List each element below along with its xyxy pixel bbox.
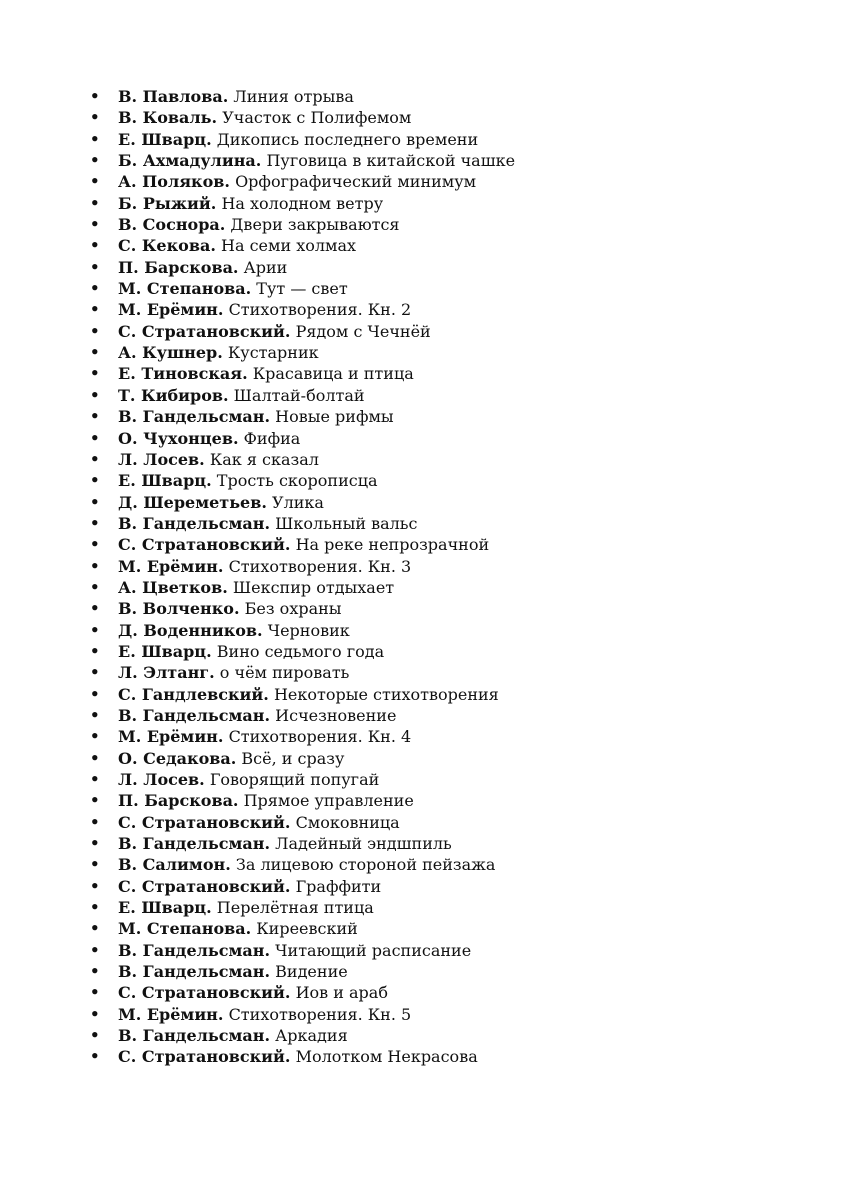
item-author: В. Волченко. — [118, 599, 240, 619]
item-title: Двери закрываются — [230, 215, 400, 235]
list-item — [88, 1046, 515, 1067]
bullet-icon: • — [90, 321, 100, 340]
list-item — [88, 214, 515, 235]
list-item — [88, 86, 515, 107]
list-item — [88, 790, 515, 811]
item-author: В. Гандельсман. — [118, 513, 271, 533]
item-title: Видение — [275, 962, 348, 982]
bullet-icon: • — [90, 919, 100, 938]
item-author: М. Ерёмин. — [118, 1004, 224, 1024]
item-title: Стихотворения. Кн. 4 — [228, 727, 412, 747]
item-title: Иов и араб — [295, 983, 388, 1003]
list-item — [88, 107, 515, 128]
item-title: Читающий расписание — [275, 940, 472, 960]
list-item — [88, 299, 515, 320]
list-item — [88, 769, 515, 790]
item-author: Е. Тиновская. — [118, 364, 248, 384]
bullet-icon: • — [90, 257, 100, 276]
item-title: Школьный вальс — [275, 513, 418, 533]
item-author: С. Стратановский. — [118, 1047, 291, 1067]
bullet-icon: • — [90, 705, 100, 724]
bullet-icon: • — [90, 898, 100, 917]
list-item — [88, 833, 515, 854]
item-title: Кустарник — [227, 343, 319, 363]
item-title: Говорящий попугай — [209, 770, 380, 789]
list-item — [88, 278, 515, 299]
bullet-icon: • — [90, 748, 100, 767]
list-item — [88, 918, 515, 939]
item-author: В. Гандельсман. — [118, 962, 271, 982]
item-title: Всё, и сразу — [241, 748, 345, 768]
item-author: А. Цветков. — [118, 577, 228, 597]
item-author: В. Гандельсман. — [118, 407, 271, 427]
item-author: М. Степанова. — [118, 919, 252, 939]
list-item — [88, 129, 515, 150]
item-title: Пуговица в китайской чашке — [266, 151, 516, 171]
item-title: Улика — [272, 492, 324, 512]
list-item — [88, 662, 515, 683]
list-item — [88, 598, 515, 619]
item-author: С. Стратановский. — [118, 535, 291, 555]
item-title: Участок с Полифемом — [222, 108, 412, 128]
item-author: С. Стратановский. — [118, 983, 291, 1003]
bullet-icon: • — [90, 770, 100, 788]
item-title: Без охраны — [244, 599, 342, 619]
item-title: Орфографический минимум — [235, 172, 477, 192]
item-title: На холодном ветру — [221, 193, 384, 213]
list-item — [88, 684, 515, 705]
bullet-icon: • — [90, 87, 100, 105]
list-item — [88, 876, 515, 897]
item-title: Вино седьмого года — [216, 641, 385, 661]
bullet-icon: • — [90, 172, 100, 191]
bullet-icon: • — [90, 1047, 100, 1066]
bullet-icon: • — [90, 449, 100, 468]
list-item — [88, 1025, 515, 1046]
item-author: В. Коваль. — [118, 108, 218, 128]
bullet-icon: • — [90, 129, 100, 148]
bullet-icon: • — [90, 940, 100, 959]
bullet-icon: • — [90, 812, 100, 831]
list-item — [88, 556, 515, 577]
item-author: В. Соснора. — [118, 215, 226, 235]
item-title: Смоковница — [295, 812, 400, 832]
item-author: Е. Шварц. — [118, 898, 212, 918]
bullet-icon: • — [90, 428, 100, 447]
bullet-icon: • — [90, 641, 100, 660]
item-title: о чём пировать — [219, 663, 350, 683]
item-author: М. Ерёмин. — [118, 727, 224, 747]
item-author: В. Гандельсман. — [118, 705, 271, 725]
item-title: Ладейный эндшпиль — [275, 834, 452, 854]
item-title: Линия отрыва — [233, 87, 354, 106]
item-author: А. Поляков. — [118, 172, 230, 192]
bullet-icon: • — [90, 577, 100, 596]
item-title: На семи холмах — [220, 236, 357, 256]
item-author: В. Павлова. — [118, 87, 229, 106]
item-title: Прямое управление — [243, 791, 414, 811]
item-author: Л. Лосев. — [118, 770, 205, 789]
item-title: Киреевский — [256, 919, 358, 939]
list-item — [88, 150, 515, 171]
bullet-icon: • — [90, 364, 100, 383]
list-item — [88, 470, 515, 491]
list-item — [88, 897, 515, 918]
item-author: Е. Шварц. — [118, 641, 212, 661]
bullet-icon: • — [90, 663, 100, 682]
bullet-icon: • — [90, 300, 100, 319]
item-title: Стихотворения. Кн. 3 — [228, 556, 412, 576]
item-title: На реке непрозрачной — [295, 535, 490, 555]
bullet-icon: • — [90, 791, 100, 810]
item-title: Аркадия — [275, 1026, 348, 1046]
item-author: В. Гандельсман. — [118, 1026, 271, 1046]
bullet-icon: • — [90, 236, 100, 255]
bullet-icon: • — [90, 279, 100, 298]
item-author: П. Барскова. — [118, 791, 239, 811]
list-item — [88, 726, 515, 747]
list-item — [88, 705, 515, 726]
bullet-icon: • — [90, 193, 100, 212]
item-author: А. Кушнер. — [118, 343, 223, 363]
list-item — [88, 342, 515, 363]
bullet-icon: • — [90, 1004, 100, 1023]
item-title: Шалтай-болтай — [233, 385, 365, 405]
item-title: Тут — свет — [256, 279, 348, 299]
bullet-icon: • — [90, 151, 100, 170]
item-author: М. Ерёмин. — [118, 300, 224, 320]
item-author: В. Гандельсман. — [118, 940, 271, 960]
bullet-icon: • — [90, 983, 100, 1002]
list-item — [88, 257, 515, 278]
list-item — [88, 406, 515, 427]
list-item — [88, 961, 515, 982]
item-title: Стихотворения. Кн. 5 — [228, 1004, 412, 1024]
item-title: Дикопись последнего времени — [216, 129, 479, 149]
item-title: Новые рифмы — [275, 407, 394, 427]
item-title: Арии — [243, 257, 288, 277]
bullet-icon: • — [90, 962, 100, 981]
item-title: Как я сказал — [209, 449, 319, 469]
item-author: Л. Лосев. — [118, 449, 205, 469]
item-author: В. Гандельсман. — [118, 834, 271, 854]
item-author: С. Кекова. — [118, 236, 216, 256]
bullet-icon: • — [90, 1026, 100, 1045]
item-author: Д. Шереметьев. — [118, 492, 267, 512]
list-item — [88, 577, 515, 598]
list-item — [88, 1004, 515, 1025]
item-title: Некоторые стихотворения — [273, 684, 499, 704]
list-item — [88, 449, 515, 470]
list-item — [88, 748, 515, 769]
item-author: С. Стратановский. — [118, 321, 291, 341]
item-author: Б. Рыжий. — [118, 193, 217, 213]
bullet-icon: • — [90, 876, 100, 895]
item-author: П. Барскова. — [118, 257, 239, 277]
list-item — [88, 171, 515, 192]
item-title: Перелётная птица — [216, 898, 374, 918]
list-item — [88, 235, 515, 256]
bullet-icon: • — [90, 684, 100, 703]
item-title: Рядом с Чечнёй — [295, 321, 431, 341]
item-author: Д. Воденников. — [118, 620, 263, 640]
bullet-icon: • — [90, 215, 100, 234]
book-list — [88, 86, 515, 1068]
item-title: Стихотворения. Кн. 2 — [228, 300, 412, 320]
bullet-icon: • — [90, 513, 100, 532]
list-item — [88, 321, 515, 342]
item-title: За лицевою стороной пейзажа — [235, 855, 496, 875]
bullet-icon: • — [90, 727, 100, 746]
item-author: В. Салимон. — [118, 855, 231, 875]
item-author: М. Степанова. — [118, 279, 252, 299]
list-item — [88, 940, 515, 961]
bullet-icon: • — [90, 535, 100, 554]
item-title: Трость скорописца — [216, 471, 378, 491]
item-title: Красавица и птица — [252, 364, 414, 384]
list-item — [88, 513, 515, 534]
item-author: О. Чухонцев. — [118, 428, 239, 448]
bullet-icon: • — [90, 343, 100, 362]
item-title: Исчезновение — [275, 705, 397, 725]
bullet-icon: • — [90, 492, 100, 511]
bullet-icon: • — [90, 834, 100, 853]
item-author: Б. Ахмадулина. — [118, 151, 262, 171]
item-author: Т. Кибиров. — [118, 385, 229, 405]
item-author: С. Стратановский. — [118, 812, 291, 832]
list-item — [88, 385, 515, 406]
item-author: Л. Элтанг. — [118, 663, 215, 683]
bullet-icon: • — [90, 620, 100, 639]
bullet-icon: • — [90, 407, 100, 426]
list-item — [88, 492, 515, 513]
list-item — [88, 534, 515, 555]
item-title: Молотком Некрасова — [295, 1047, 478, 1067]
list-item — [88, 428, 515, 449]
item-title: Черновик — [267, 620, 350, 640]
list-item — [88, 193, 515, 214]
item-title: Граффити — [295, 876, 382, 896]
bullet-icon: • — [90, 599, 100, 618]
list-item — [88, 620, 515, 641]
item-author: О. Седакова. — [118, 748, 237, 768]
item-author: Е. Шварц. — [118, 471, 212, 491]
item-author: С. Стратановский. — [118, 876, 291, 896]
item-author: М. Ерёмин. — [118, 556, 224, 576]
bullet-icon: • — [90, 471, 100, 490]
item-author: С. Гандлевский. — [118, 684, 269, 704]
bullet-icon: • — [90, 556, 100, 575]
list-item — [88, 363, 515, 384]
bullet-icon: • — [90, 855, 100, 874]
item-title: Шекспир отдыхает — [232, 577, 395, 597]
item-title: Фифиа — [243, 428, 301, 448]
item-author: Е. Шварц. — [118, 129, 212, 149]
list-item — [88, 812, 515, 833]
list-item — [88, 641, 515, 662]
list-item — [88, 854, 515, 875]
list-item — [88, 982, 515, 1003]
bullet-icon: • — [90, 385, 100, 404]
bullet-icon: • — [90, 108, 100, 127]
